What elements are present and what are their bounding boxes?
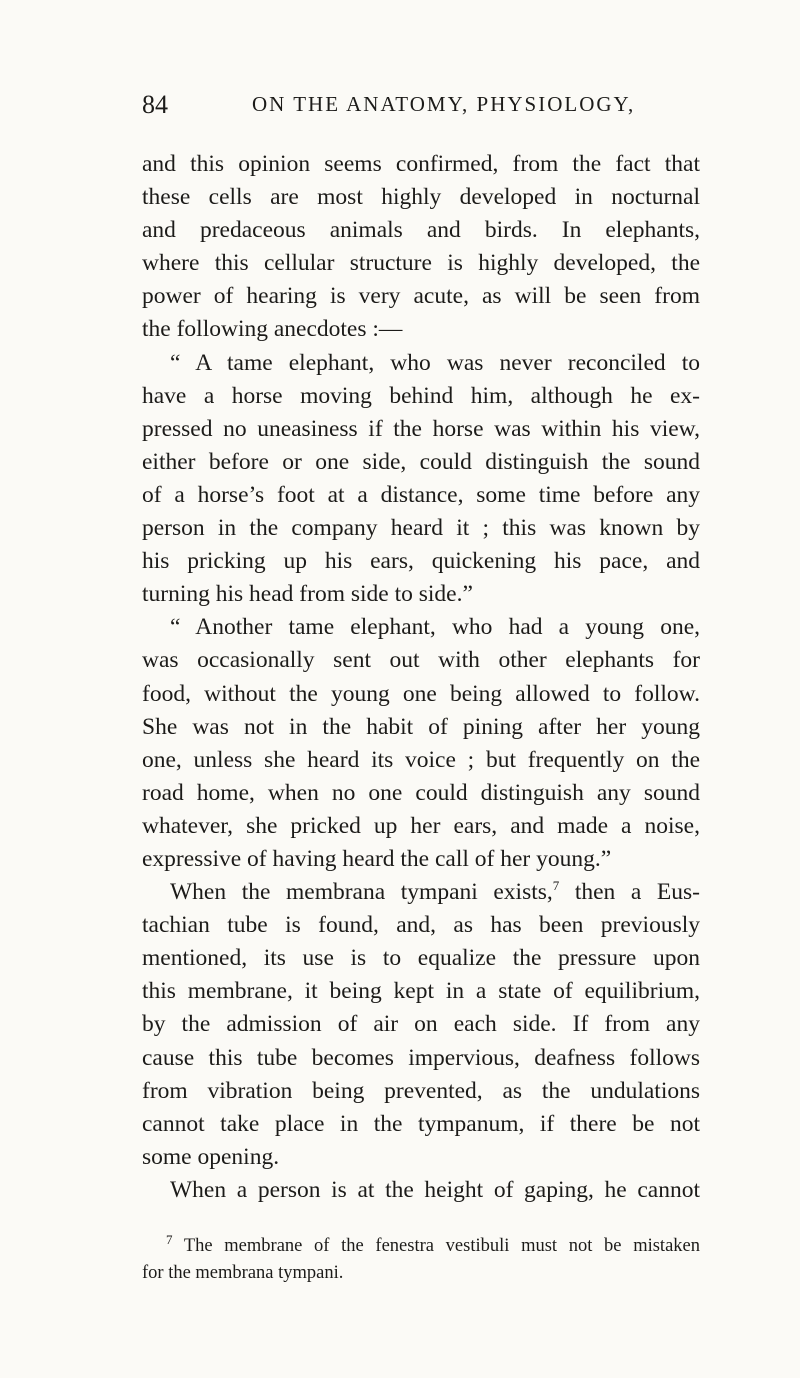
text-line: have a horse moving behind him, although he ex- [142,382,700,409]
text-line: and this opinion seems confirmed, from the fact that [142,151,700,177]
text-line: whatever, she pricked up her ears, and made a noise, [142,812,700,839]
footnote-reference: 7 [552,878,560,894]
page-number: 84 [142,90,168,119]
text-line: tachian tube is found, and, as has been previously [142,912,700,939]
text-line: “ Another tame elephant, who had a young one, [170,614,700,641]
text-line: road home, when no one could distinguish any sound [142,779,700,806]
text-line: one, unless she heard its voice ; but frequently on the [142,746,700,773]
text-line: by the admission of air on each side. If from any [142,1011,700,1038]
text-line: When a person is at the height of gaping, he cannot [170,1176,700,1203]
footnote-line: for the membrana tympani. [142,1263,344,1283]
text-line: turning his head from side to side.” [142,581,473,608]
text-line: mentioned, its use is to equalize the pressure upon [142,945,700,972]
running-head: ON THE ANATOMY, PHYSIOLOGY, [252,92,636,116]
text-line [142,876,700,909]
text-line: power of hearing is very acute, as will be seen from [142,283,700,310]
text-line: of a horse’s foot at a distance, some time before any [142,481,700,508]
text-line: cannot take place in the tympanum, if there be not [142,1110,700,1137]
text-line: pressed no uneasiness if the horse was within his view, [142,415,700,442]
footnote-marker: 7 [166,1231,173,1247]
text-line: was occasionally sent out with other elephants for [142,647,700,674]
text-line: from vibration being prevented, as the undulations [142,1077,700,1104]
text-line: expressive of having heard the call of her young.” [142,845,612,872]
text-line: these cells are most highly developed in nocturnal [142,184,700,211]
text-line: some opening. [142,1143,280,1170]
text-line: She was not in the habit of pining after her young [142,713,700,740]
text-line: and predaceous animals and birds. In elephants, [142,217,700,244]
text-line: this membrane, it being kept in a state of equilibrium, [142,978,700,1005]
text-line: the following anecdotes :— [142,316,403,343]
text-line: “ A tame elephant, who was never reconciled to [170,349,700,376]
footnote-text: The membrane of the fenestra vestibuli must not be mistaken [172,1236,700,1256]
line-text: then a Eus- [559,879,700,906]
text-line: where this cellular structure is highly developed, the [142,250,700,277]
line-text: When the membrana tympani exists, [170,879,553,906]
text-line: his pricking up his ears, quickening his pace, and [142,548,700,575]
text-line: person in the company heard it ; this was known by [142,515,700,542]
footnote-line [142,1233,700,1260]
text-line: food, without the young one being allowed to follow. [142,680,700,707]
body-text [142,148,700,1207]
text-line: either before or one side, could distinguish the sound [142,448,700,475]
footnotes [142,1233,700,1287]
text-line: cause this tube becomes impervious, deafness follows [142,1044,700,1071]
page-header [142,90,702,126]
